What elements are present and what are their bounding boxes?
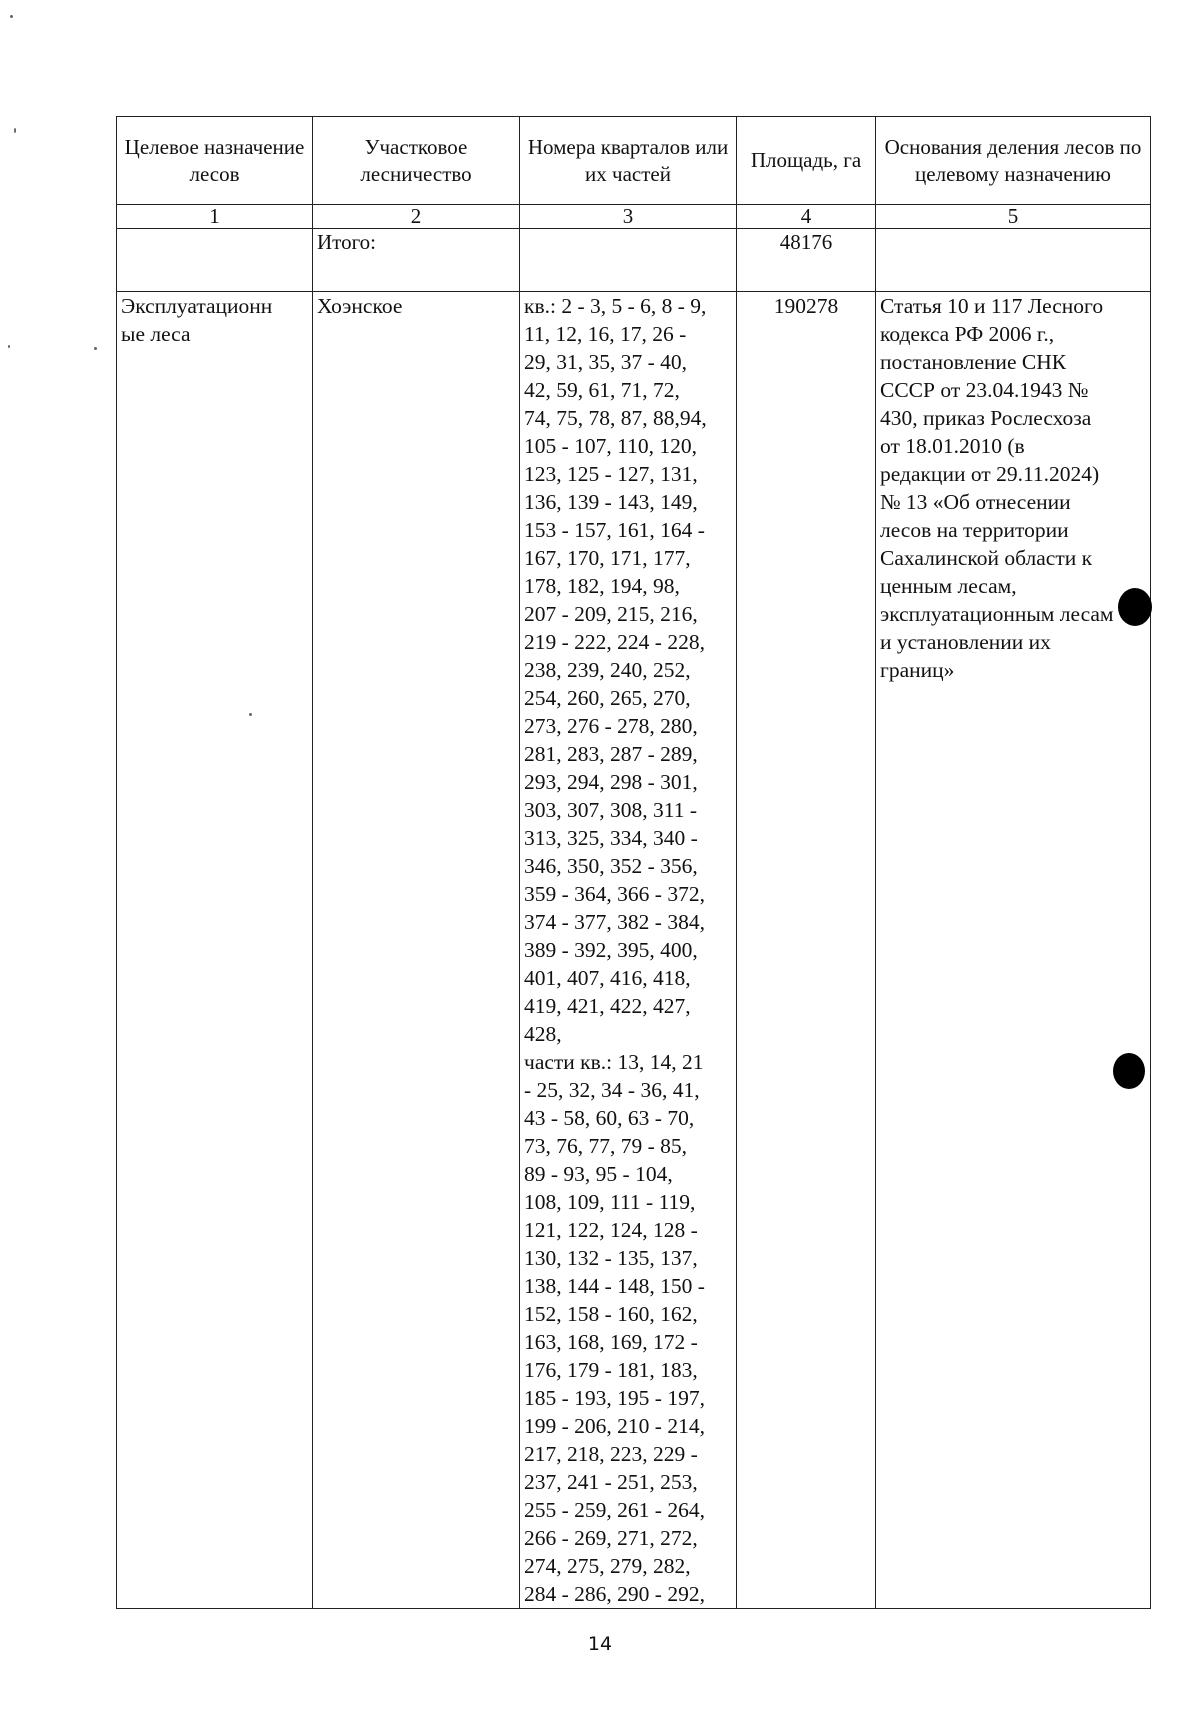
column-number: 4 xyxy=(737,205,876,229)
scan-speck xyxy=(10,15,13,18)
column-number: 3 xyxy=(520,205,737,229)
table-row xyxy=(117,292,1151,1609)
total-area: 48176 xyxy=(737,229,876,292)
page-number: 14 xyxy=(587,1633,613,1655)
header-basis: Основания деления лесов по целевому назначению xyxy=(876,117,1151,205)
total-basis-cell xyxy=(876,229,1151,292)
total-purpose-cell xyxy=(117,229,313,292)
header-area: Площадь, га xyxy=(737,117,876,205)
column-number: 5 xyxy=(876,205,1151,229)
quarters-cell: кв.: 2 - 3, 5 - 6, 8 - 9, 11, 12, 16, 17, 26 - 29, 31, 35, 37 - 40, 42, 59, 61, 71, 72, 74, 75, 78, 87, 88,94, 105 - 107, 110, 120, 123, 125 - 127, 131, 136, 139 - 143, 149, 153 - 157, 161, 164 - 167, 170, 171, 177, 178, 182, 194, 98, 207 - 209, 215, 216, 219 - 222, 224 - 228, 238, 239, 240, 252, 254, 260, 265, 270, 273, 276 - 278, 280, 281, 283, 287 - 289, 293, 294, 298 - 301, 303, 307, 308, 311 - 313, 325, 334, 340 - 346, 350, 352 - 356, 359 - 364, 366 - 372, 374 - 377, 382 - 384, 389 - 392, 395, 400, 401, 407, 416, 418, 419, 421, 422, 427, 428, части кв.: 13, 14, 21 - 25, 32, 34 - 36, 41, 43 - 58, 60, 63 - 70, 73, 76, 77, 79 - 85, 89 - 93, 95 - 104, 108, 109, 111 - 119, 121, 122, 124, 128 - 130, 132 - 135, 137, 138, 144 - 148, 150 - 152, 158 - 160, 162, 163, 168, 169, 172 - 176, 179 - 181, 183, 185 - 193, 195 - 197, 199 - 206, 210 - 214, 217, 218, 223, 229 - 237, 241 - 251, 253, 255 - 259, 261 - 264, 266 - 269, 271, 272, 274, 275, 279, 282, 284 - 286, 290 - 292, xyxy=(520,292,737,1609)
total-row xyxy=(117,229,1151,292)
column-number-row xyxy=(117,205,1151,229)
total-quarters-cell xyxy=(520,229,737,292)
forestry-cell: Хоэнское xyxy=(313,292,520,1609)
table-header-row xyxy=(117,117,1151,205)
header-quarters: Номера кварталов или их частей xyxy=(520,117,737,205)
column-number: 1 xyxy=(117,205,313,229)
column-number: 2 xyxy=(313,205,520,229)
scan-speck xyxy=(14,128,16,133)
area-cell: 190278 xyxy=(737,292,876,1609)
scan-speck xyxy=(8,345,10,348)
scan-mark xyxy=(1118,588,1152,626)
total-label: Итого: xyxy=(313,229,520,292)
scan-speck xyxy=(94,347,97,350)
scan-speck xyxy=(249,713,252,716)
header-forestry: Участковое лесничество xyxy=(313,117,520,205)
scan-mark xyxy=(1113,1053,1145,1089)
header-purpose: Целевое назначение лесов xyxy=(117,117,313,205)
basis-cell: Статья 10 и 117 Лесного кодекса РФ 2006 г., постановление СНК СССР от 23.04.1943 № 430, приказ Рослесхоза от 18.01.2010 (в редакции от 29.11.2024) № 13 «Об отнесении лесов на территории Сахалинской области к ценным лесам, эксплуатационным лесам и установлении их границ» xyxy=(876,292,1151,1609)
forest-purpose-table xyxy=(116,116,1151,1609)
purpose-cell: Эксплуатационн ые леса xyxy=(117,292,313,1609)
